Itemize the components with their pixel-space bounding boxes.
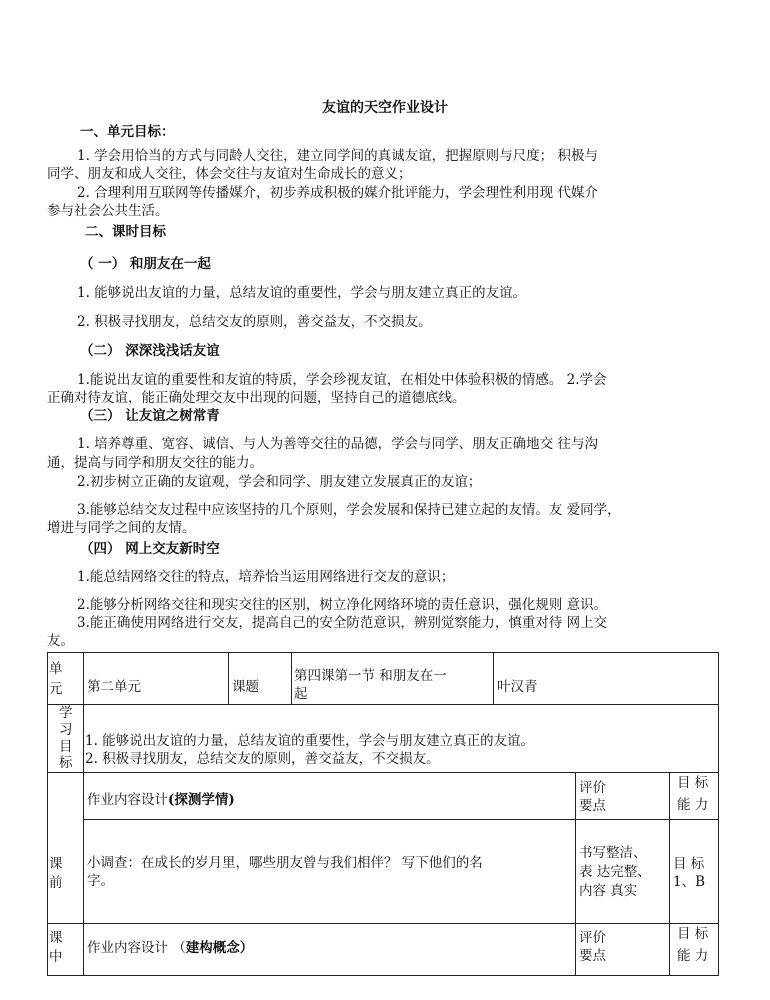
in-class-label: 中 bbox=[49, 949, 63, 965]
goal-label: 学 bbox=[59, 705, 73, 721]
in-class-eval: 要点 bbox=[579, 948, 606, 964]
lesson-2-heading: （二） 深深浅浅话友谊 bbox=[80, 343, 220, 359]
section-heading-unit-goals: 一、单元目标： bbox=[80, 124, 175, 140]
in-class-target: 能 力 bbox=[677, 948, 709, 964]
lesson-2-goal-line-1: 1.能说出友谊的重要性和友谊的特质，学会珍视友谊，在相处中体验积极的情感。 2.学会 bbox=[77, 372, 607, 388]
table-rule bbox=[669, 772, 670, 975]
unit-goal-2-line-2: 参与社会公共生活。 bbox=[47, 203, 169, 219]
table-rule bbox=[47, 772, 719, 773]
pre-class-label: 课 bbox=[49, 856, 63, 872]
pre-class-header-text: 作业内容设计 bbox=[87, 792, 168, 808]
unit-goal-2-line-1: 2. 合理利用互联网等传播媒介，初步养成积极的媒介批评能力，学会理性利用现 代媒介 bbox=[77, 185, 598, 201]
in-class-label: 课 bbox=[49, 930, 63, 946]
table-rule bbox=[47, 652, 719, 653]
pre-class-eval: 内容 真实 bbox=[579, 883, 638, 899]
goal-label: 目 bbox=[59, 739, 73, 755]
unit-value: 第二单元 bbox=[87, 679, 141, 695]
pre-class-target: 1、B bbox=[673, 874, 706, 890]
lesson-4-goal-3-line-2: 友。 bbox=[47, 633, 74, 649]
lesson-3-goal-3-line-2: 增进与同学之间的友情。 bbox=[47, 520, 196, 536]
teacher-name: 叶汉青 bbox=[497, 679, 538, 695]
table-rule bbox=[47, 975, 719, 976]
topic-value: 第四课第一节 和朋友在一 bbox=[294, 668, 447, 684]
table-rule bbox=[83, 819, 719, 820]
table-rule bbox=[718, 652, 719, 975]
learning-goal-2: 2. 积极寻找朋友，总结交友的原则，善交益友，不交损友。 bbox=[85, 751, 440, 767]
lesson-3-goal-1-line-2: 通，提高与同学和朋友交往的能力。 bbox=[47, 455, 263, 471]
topic-value: 起 bbox=[294, 686, 308, 702]
goal-label: 习 bbox=[59, 722, 73, 738]
lesson-4-goal-1: 1.能总结网络交往的特点，培养恰当运用网络进行交友的意识； bbox=[77, 569, 455, 585]
pre-class-target: 目 标 bbox=[673, 856, 705, 872]
eval-label: 要点 bbox=[579, 798, 606, 814]
table-rule bbox=[493, 652, 494, 704]
target-label: 能 力 bbox=[677, 797, 709, 813]
lesson-3-goal-3-line-1: 3.能够总结交友过程中应该坚持的几个原则，学会发展和保持已建立起的友情。友 爱同学， bbox=[77, 502, 621, 518]
eval-label: 评价 bbox=[579, 780, 606, 796]
in-class-header-text: 作业内容设计 （ bbox=[87, 940, 186, 956]
table-rule bbox=[228, 652, 229, 704]
goal-label: 标 bbox=[59, 755, 73, 771]
lesson-4-heading: （四） 网上交友新时空 bbox=[80, 541, 220, 557]
pre-class-eval: 表 达完整、 bbox=[579, 864, 651, 880]
lesson-2-goal-line-2: 正确对待友谊，能正确处理交友中出现的问题，坚持自己的道德底线。 bbox=[47, 390, 466, 406]
unit-goal-1-line-1: 1. 学会用恰当的方式与同龄人交往，建立同学间的真诚友谊，把握原则与尺度； 积极与 bbox=[77, 148, 598, 164]
section-heading-lesson-goals: 二、课时目标 bbox=[85, 224, 166, 240]
table-rule bbox=[575, 772, 576, 975]
in-class-target: 目 标 bbox=[677, 926, 709, 942]
pre-class-task: 小调查：在成长的岁月里，哪些朋友曾与我们相伴？ 写下他们的名 bbox=[87, 855, 483, 871]
pre-class-header bbox=[87, 791, 235, 809]
in-class-header bbox=[87, 939, 253, 957]
lesson-4-goal-2: 2.能够分析网络交往和现实交往的区别，树立净化网络环境的责任意识，强化规则 意识。 bbox=[77, 597, 608, 613]
table-rule bbox=[47, 923, 719, 924]
target-label: 目 标 bbox=[677, 775, 709, 791]
pre-class-label: 前 bbox=[49, 875, 63, 891]
unit-goal-1-line-2: 同学、朋友和成人交往，体会交往与友谊对生命成长的意义； bbox=[47, 166, 412, 182]
lesson-3-heading: （三） 让友谊之树常青 bbox=[80, 408, 220, 424]
table-rule bbox=[47, 704, 719, 705]
document-title: 友谊的天空作业设计 bbox=[322, 100, 448, 116]
in-class-header-bold: 建构概念） bbox=[185, 940, 254, 956]
lesson-1-goal-2: 2. 积极寻找朋友，总结交友的原则，善交益友，不交损友。 bbox=[77, 314, 432, 330]
lesson-4-goal-3-line-1: 3.能正确使用网络进行交友，提高自己的安全防范意识，辨别觉察能力，慎重对待 网上交 bbox=[77, 615, 608, 631]
lesson-3-goal-1-line-1: 1. 培养尊重、宽容、诚信、与人为善等交往的品德，学会与同学、朋友正确地交 往与沟 bbox=[77, 436, 598, 452]
table-rule bbox=[83, 652, 84, 975]
unit-label: 单 bbox=[49, 661, 63, 677]
table-rule bbox=[47, 652, 48, 975]
lesson-1-heading: （ 一） 和朋友在一起 bbox=[80, 256, 211, 272]
topic-label: 课题 bbox=[232, 679, 259, 695]
unit-label: 元 bbox=[49, 681, 63, 697]
table-rule bbox=[291, 652, 292, 704]
in-class-eval: 评价 bbox=[579, 930, 606, 946]
pre-class-header-bold: (探测学情) bbox=[168, 792, 235, 808]
lesson-1-goal-1: 1. 能够说出友谊的力量，总结友谊的重要性，学会与朋友建立真正的友谊。 bbox=[77, 285, 527, 301]
pre-class-task: 字。 bbox=[87, 873, 114, 889]
pre-class-eval: 书写整洁、 bbox=[579, 845, 647, 861]
lesson-3-goal-2: 2.初步树立正确的友谊观，学会和同学、朋友建立发展真正的友谊； bbox=[77, 474, 482, 490]
learning-goal-1: 1. 能够说出友谊的力量，总结友谊的重要性，学会与朋友建立真正的友谊。 bbox=[85, 733, 535, 749]
